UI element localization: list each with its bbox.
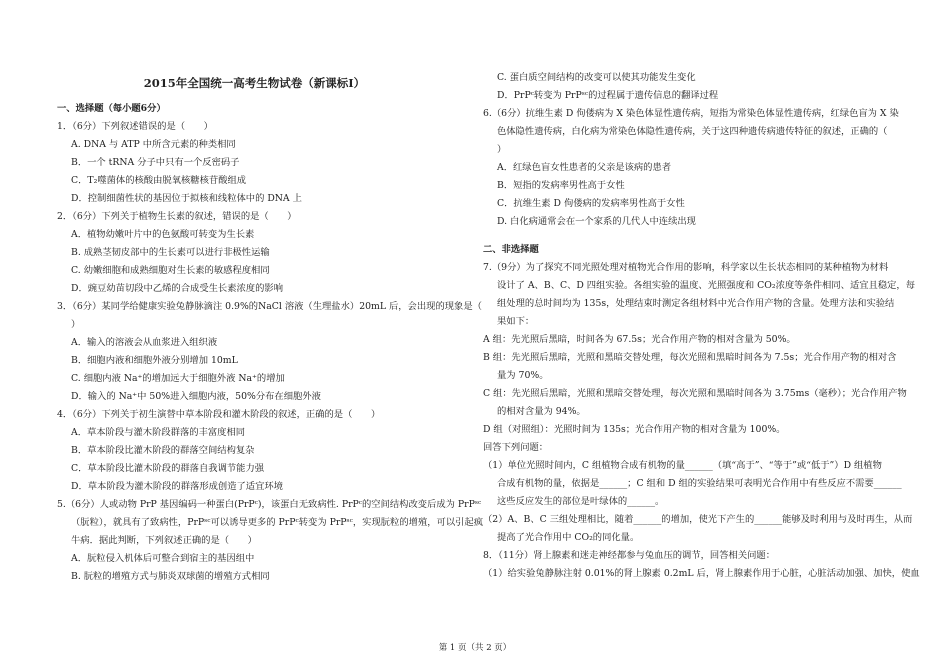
q6-option-c: C．抗维生素 D 佝偻病的发病率男性高于女性 [497, 198, 685, 209]
question-8-stem: 8．（11分）肾上腺素和迷走神经都参与兔血压的调节，回答相关问题： [483, 550, 776, 561]
section-heading-choice: 一、选择题（每小题6分） [57, 103, 166, 114]
right-column [483, 69, 920, 583]
q5-option-b: B. 朊粒的增殖方式与肺炎双球菌的增殖方式相同 [71, 571, 270, 582]
q3-option-a: A．输入的溶液会从血浆进入组织液 [71, 337, 218, 348]
q7-sub2-line-2: 提高了光合作用中 CO₂的同化量。 [497, 532, 640, 543]
question-3-stem: 3．（6分）某同学给健康实验兔静脉滴注 0.9%的NaCl 溶液（生理盐水）20mL 后，会出现的现象是（ [57, 301, 482, 312]
question-1-stem: 1．（6分）下列叙述错误的是（ ） [57, 121, 213, 132]
q1-option-a: A. DNA 与 ATP 中所含元素的种类相同 [71, 139, 236, 150]
left-column [57, 100, 484, 586]
q5-option-d: D．PrPᶜ转变为 PrPˢᶜ的过程属于遗传信息的翻译过程 [497, 90, 719, 101]
q7-group-b-cont: 量为 70%。 [497, 370, 549, 381]
section-heading-nonchoice: 二、非选择题 [483, 244, 539, 255]
question-2-stem: 2．（6分）下列关于植物生长素的叙述，错误的是（ ） [57, 211, 297, 222]
q2-option-c: C. 幼嫩细胞和成熟细胞对生长素的敏感程度相同 [71, 265, 270, 276]
q4-option-a: A．草本阶段与灌木阶段群落的丰富度相同 [71, 427, 246, 438]
q4-option-b: B．草本阶段比灌木阶段的群落空间结构复杂 [71, 445, 255, 456]
q3-option-b: B．细胞内液和细胞外液分别增加 10mL [71, 355, 238, 366]
q7-answer-prompt: 回答下列问题： [483, 442, 549, 453]
question-6-stem: 6.（6分）抗维生素 D 佝偻病为 X 染色体显性遗传病，短指为常染色体显性遗传病，红绿色盲为 X 染 [483, 108, 899, 119]
q5-option-a: A．朊粒侵入机体后可整合到宿主的基因组中 [71, 553, 255, 564]
question-3-stem-cont: ） [71, 319, 81, 330]
q5-option-c: C. 蛋白质空间结构的改变可以使其功能发生变化 [497, 72, 696, 83]
question-7-line-1: 7.（9分）为了探究不同光照处理对植物光合作用的影响，科学家以生长状态相同的某种植物为材料 [483, 262, 889, 273]
q4-option-c: C．草本阶段比灌木阶段的群落自我调节能力强 [71, 463, 265, 474]
page-title: 2015年全国统一高考生物试卷（新课标Ⅰ） [143, 76, 366, 90]
question-5-stem: 5.（6分）人或动物 PrP 基因编码一种蛋白(PrPᶜ)，该蛋白无致病性. PrPᶜ的空间结构改变后成为 PrPˢᶜ [57, 499, 482, 510]
question-5-stem-cont-1: （朊粒），就具有了致病性，PrPˢᶜ可以诱导更多的 PrPᶜ转变为 PrPˢᶜ，实现朊粒的增殖，可以引起疯 [71, 517, 484, 528]
q7-sub1-line-3: 这些反应发生的部位是叶绿体的______。 [497, 496, 665, 507]
q1-option-d: D．控制细菌性状的基因位于拟核和线粒体中的 DNA 上 [71, 193, 302, 204]
q7-sub2-line-1: （2）A、B、C 三组处理相比，随着______的增加，使光下产生的______能够及时利用与及时再生，从而 [483, 514, 913, 525]
q1-option-b: B．一个 tRNA 分子中只有一个反密码子 [71, 157, 240, 168]
q2-option-d: D．豌豆幼苗切段中乙烯的合成受生长素浓度的影响 [71, 283, 283, 294]
question-7-line-4: 果如下： [497, 316, 535, 327]
q7-group-c-cont: 的相对含量为 94%。 [497, 406, 586, 417]
q3-option-d: D．输入的 Na⁺中 50%进入细胞内液，50%分布在细胞外液 [71, 391, 321, 402]
q7-group-b: B 组：先光照后黑暗，光照和黑暗交替处理，每次光照和黑暗时间各为 7.5s；光合作用产物的相对含 [483, 352, 897, 363]
question-4-stem: 4．（6分）下列关于初生演替中草本阶段和灌木阶段的叙述，正确的是（ ） [57, 409, 381, 420]
q7-group-c: C 组：先光照后黑暗，光照和黑暗交替处理，每次光照和黑暗时间各为 3.75ms（毫秒）；光合作用产物 [483, 388, 907, 399]
q8-sub1-line-1: （1）给实验兔静脉注射 0.01%的肾上腺素 0.2mL 后，肾上腺素作用于心脏，心脏活动加强、加快，使血 [483, 568, 920, 579]
page-footer: 第 1 页（共 2 页） [438, 643, 512, 653]
q7-group-d: D 组（对照组）：光照时间为 135s；光合作用产物的相对含量为 100%。 [483, 424, 786, 435]
question-7-line-2: 设计了 A、B、C、D 四组实验。各组实验的温度、光照强度和 CO₂浓度等条件相同、适宜且稳定，每 [497, 280, 916, 291]
question-7-line-3: 组处理的总时间均为 135s，处理结束时测定各组材料中光合作用产物的含量。处理方法和实验结 [497, 298, 895, 309]
q1-option-c: C．T₂噬菌体的核酸由脱氧核糖核苷酸组成 [71, 175, 247, 186]
question-6-stem-cont-1: 色体隐性遗传病，白化病为常染色体隐性遗传病，关于这四种遗传病遗传特征的叙述，正确的（ [497, 126, 888, 137]
q2-option-a: A．植物幼嫩叶片中的色氨酸可转变为生长素 [71, 229, 255, 240]
q7-sub1-line-2: 合成有机物的量，依据是______；C 组和 D 组的实验结果可表明光合作用中有些反应不需要______ [497, 478, 902, 489]
q2-option-b: B. 成熟茎韧皮部中的生长素可以进行非极性运输 [71, 247, 270, 258]
q3-option-c: C. 细胞内液 Na⁺的增加远大于细胞外液 Na⁺的增加 [71, 373, 285, 384]
q7-group-a: A 组：先光照后黑暗，时间各为 67.5s；光合作用产物的相对含量为 50%。 [483, 334, 796, 345]
q6-option-a: A．红绿色盲女性患者的父亲是该病的患者 [497, 162, 672, 173]
question-6-stem-cont-2: ） [497, 144, 507, 155]
question-5-stem-cont-2: 牛病．据此判断，下列叙述正确的是（ ） [71, 535, 257, 546]
q6-option-b: B．短指的发病率男性高于女性 [497, 180, 625, 191]
q7-sub1-line-1: （1）单位光照时间内，C 组植物合成有机物的量______（填“高于”、“等于”或“低于”）D 组植物 [483, 460, 882, 471]
q6-option-d: D. 白化病通常会在一个家系的几代人中连续出现 [497, 216, 696, 227]
q4-option-d: D．草本阶段为灌木阶段的群落形成创造了适宜环境 [71, 481, 283, 492]
